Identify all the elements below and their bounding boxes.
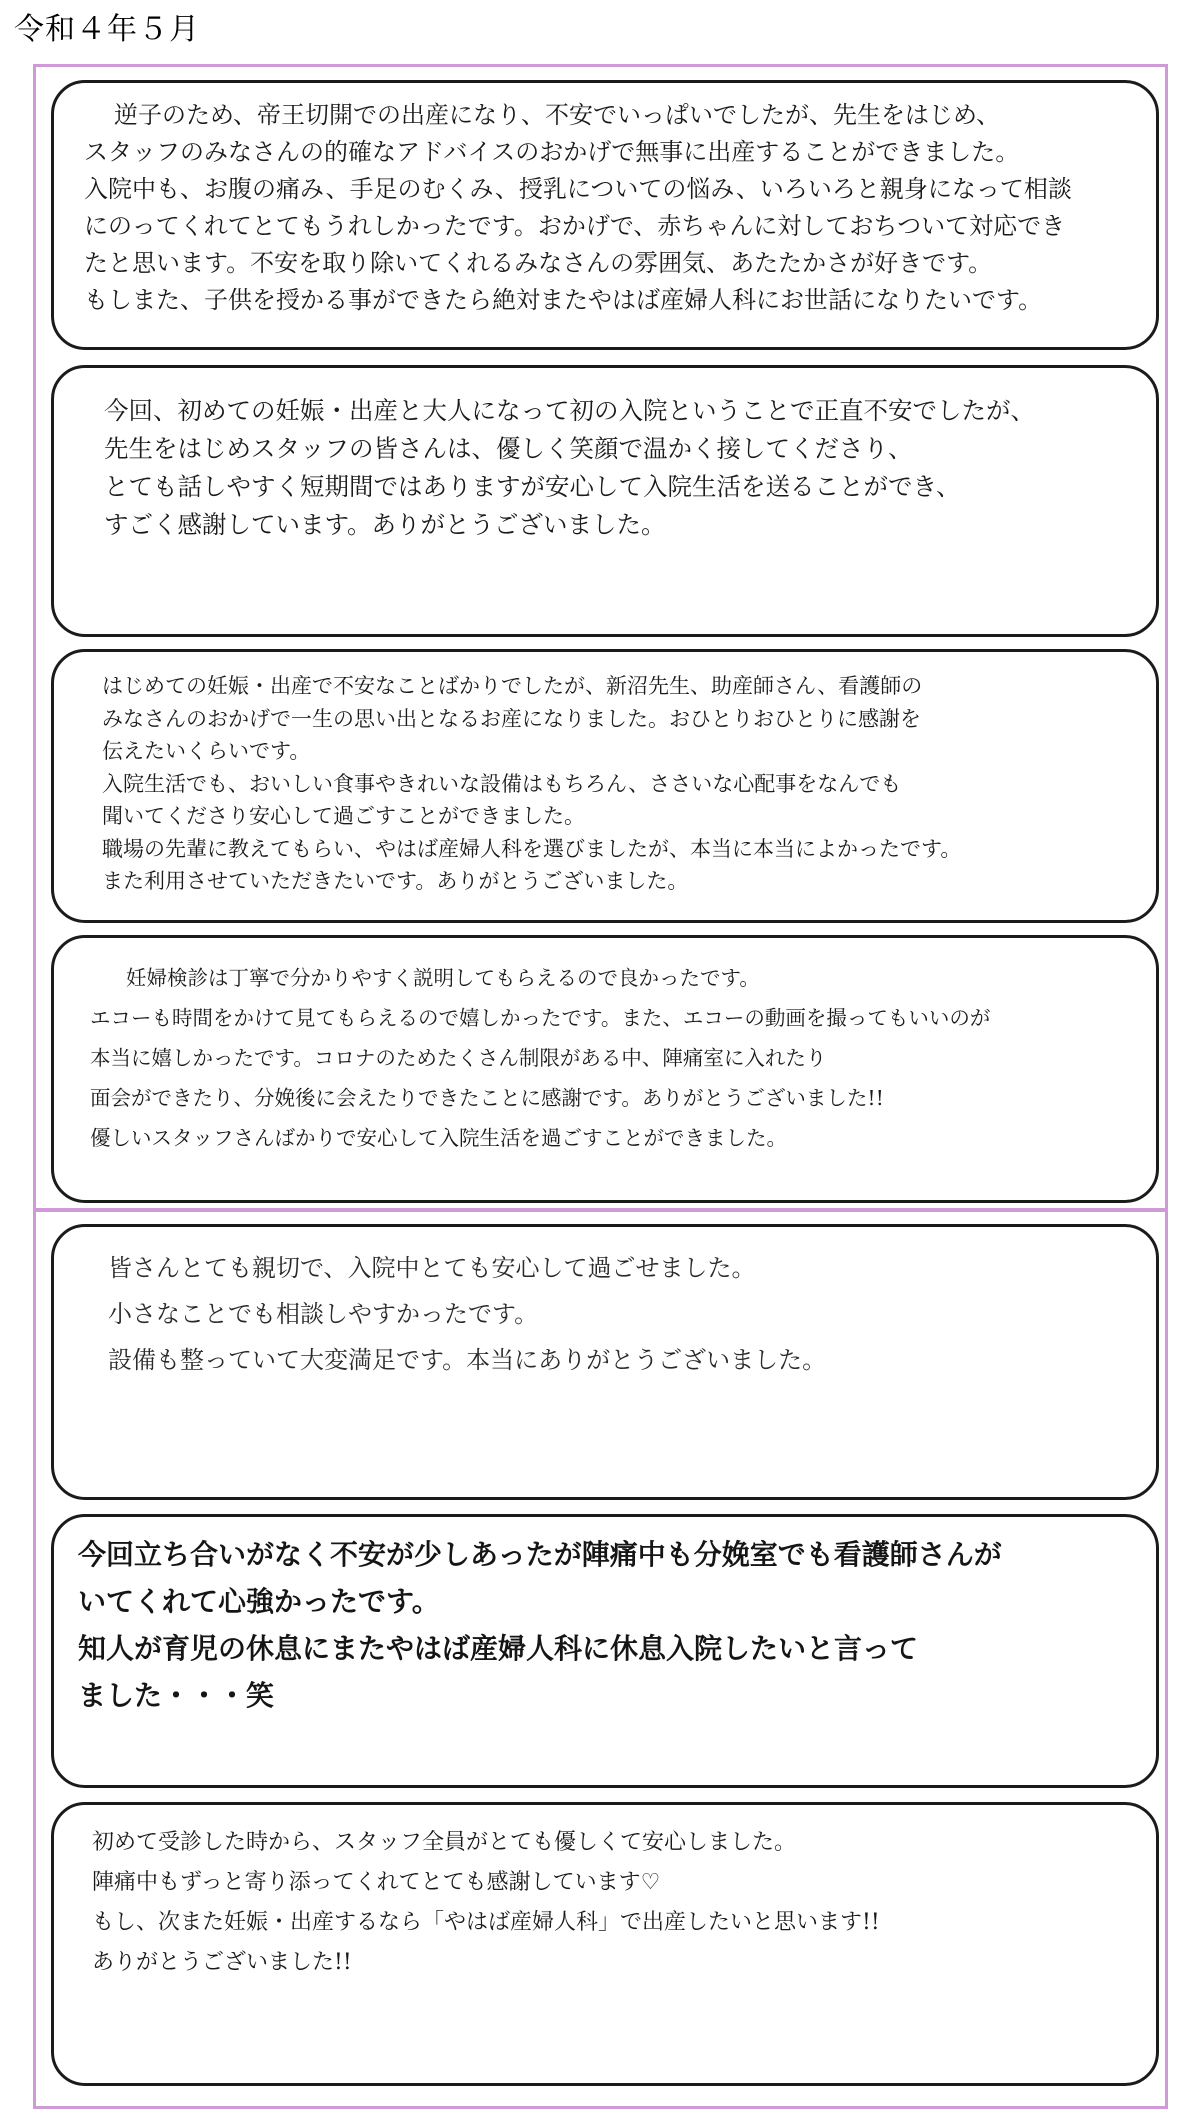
testimonial-line: 本当に嬉しかったです。コロナのためたくさん制限がある中、陣痛室に入れたり [90, 1046, 827, 1070]
testimonial-card [51, 80, 1159, 350]
testimonial-card [51, 1514, 1159, 1788]
testimonial-line: とても話しやすく短期間ではありますが安心して入院生活を送ることができ、 [104, 472, 961, 501]
testimonial-line: 今回立ち合いがなく不安が少しあったが陣痛中も分娩室でも看護師さんが [78, 1538, 1002, 1571]
comment-sheet-2 [33, 1209, 1168, 2109]
testimonial-line: ました・・・笑 [78, 1679, 275, 1712]
testimonial-card [51, 1802, 1159, 2086]
testimonial-line: 妊婦検診は丁寧で分かりやすく説明してもらえるので良かったです。 [126, 966, 760, 990]
testimonial-line: 設備も整っていて大変満足です。本当にありがとうございました。 [108, 1346, 827, 1374]
testimonial-line: いてくれて心強かったです。 [78, 1585, 440, 1618]
testimonial-line: 知人が育児の休息にまたやはば産婦人科に休息入院したいと言って [78, 1632, 919, 1665]
testimonial-line: 皆さんとても親切で、入院中とても安心して過ごせました。 [108, 1254, 756, 1282]
testimonial-line: すごく感謝しています。ありがとうございました。 [104, 510, 666, 539]
testimonial-line: 優しいスタッフさんばかりで安心して入院生活を過ごすことができました。 [90, 1126, 787, 1150]
testimonial-line: 今回、初めての妊娠・出産と大人になって初の入院ということで正直不安でしたが、 [104, 396, 1035, 425]
comment-sheet-1 [33, 64, 1168, 1211]
testimonial-line: もしまた、子供を授かる事ができたら絶対またやはば産婦人科にお世話になりたいです。 [84, 286, 1043, 314]
page-title: 令和４年５月 [14, 12, 200, 47]
testimonial-card [51, 935, 1159, 1203]
testimonial-line: 逆子のため、帝王切開での出産になり、不安でいっぱいでしたが、先生をはじめ、 [114, 101, 1001, 129]
testimonial-line: 入院生活でも、おいしい食事やきれいな設備はもちろん、ささいな心配事をなんでも [102, 771, 902, 796]
testimonial-line: 伝えたいくらいです。 [102, 739, 311, 763]
testimonial-line: にのってくれてとてもうれしかったです。おかげで、赤ちゃんに対しておちついて対応でき [84, 212, 1066, 240]
testimonial-line: 陣痛中もずっと寄り添ってくれてとても感謝しています♡ [92, 1870, 661, 1895]
testimonial-line: 初めて受診した時から、スタッフ全員がとても優しくて安心しました。 [92, 1830, 797, 1855]
testimonial-card [51, 365, 1159, 637]
testimonial-line: もし、次また妊娠・出産するなら「やはば産婦人科」で出産したいと思います!! [92, 1910, 880, 1935]
testimonial-card [51, 1224, 1159, 1500]
testimonial-line: 職場の先輩に教えてもらい、やはば産婦人科を選びましたが、本当に本当によかったです。 [102, 836, 962, 861]
testimonial-line: 先生をはじめスタッフの皆さんは、優しく笑顔で温かく接してくださり、 [104, 434, 913, 463]
testimonial-line: ありがとうございました!! [92, 1950, 352, 1975]
testimonial-line: 小さなことでも相談しやすかったです。 [108, 1300, 539, 1328]
testimonial-line: スタッフのみなさんの的確なアドバイスのおかげで無事に出産することができました。 [84, 138, 1020, 166]
testimonial-line: 面会ができたり、分娩後に会えたりできたことに感謝です。ありがとうございました!! [90, 1086, 884, 1110]
testimonial-line: たと思います。不安を取り除いてくれるみなさんの雰囲気、あたたかさが好きです。 [84, 249, 993, 277]
testimonial-line: エコーも時間をかけて見てもらえるので嬉しかったです。また、エコーの動画を撮ってもいいのが [90, 1006, 991, 1030]
testimonial-line: みなさんのおかげで一生の思い出となるお産になりました。おひとりおひとりに感謝を [102, 706, 921, 731]
testimonial-card [51, 649, 1159, 923]
testimonial-line: 入院中も、お腹の痛み、手足のむくみ、授乳についての悩み、いろいろと親身になって相談 [84, 175, 1072, 203]
testimonial-line: また利用させていただきたいです。ありがとうございました。 [102, 869, 689, 893]
testimonial-line: 聞いてくださり安心して過ごすことができました。 [102, 804, 585, 828]
testimonial-line: はじめての妊娠・出産で不安なことばかりでしたが、新沼先生、助産師さん、看護師の [102, 674, 923, 698]
